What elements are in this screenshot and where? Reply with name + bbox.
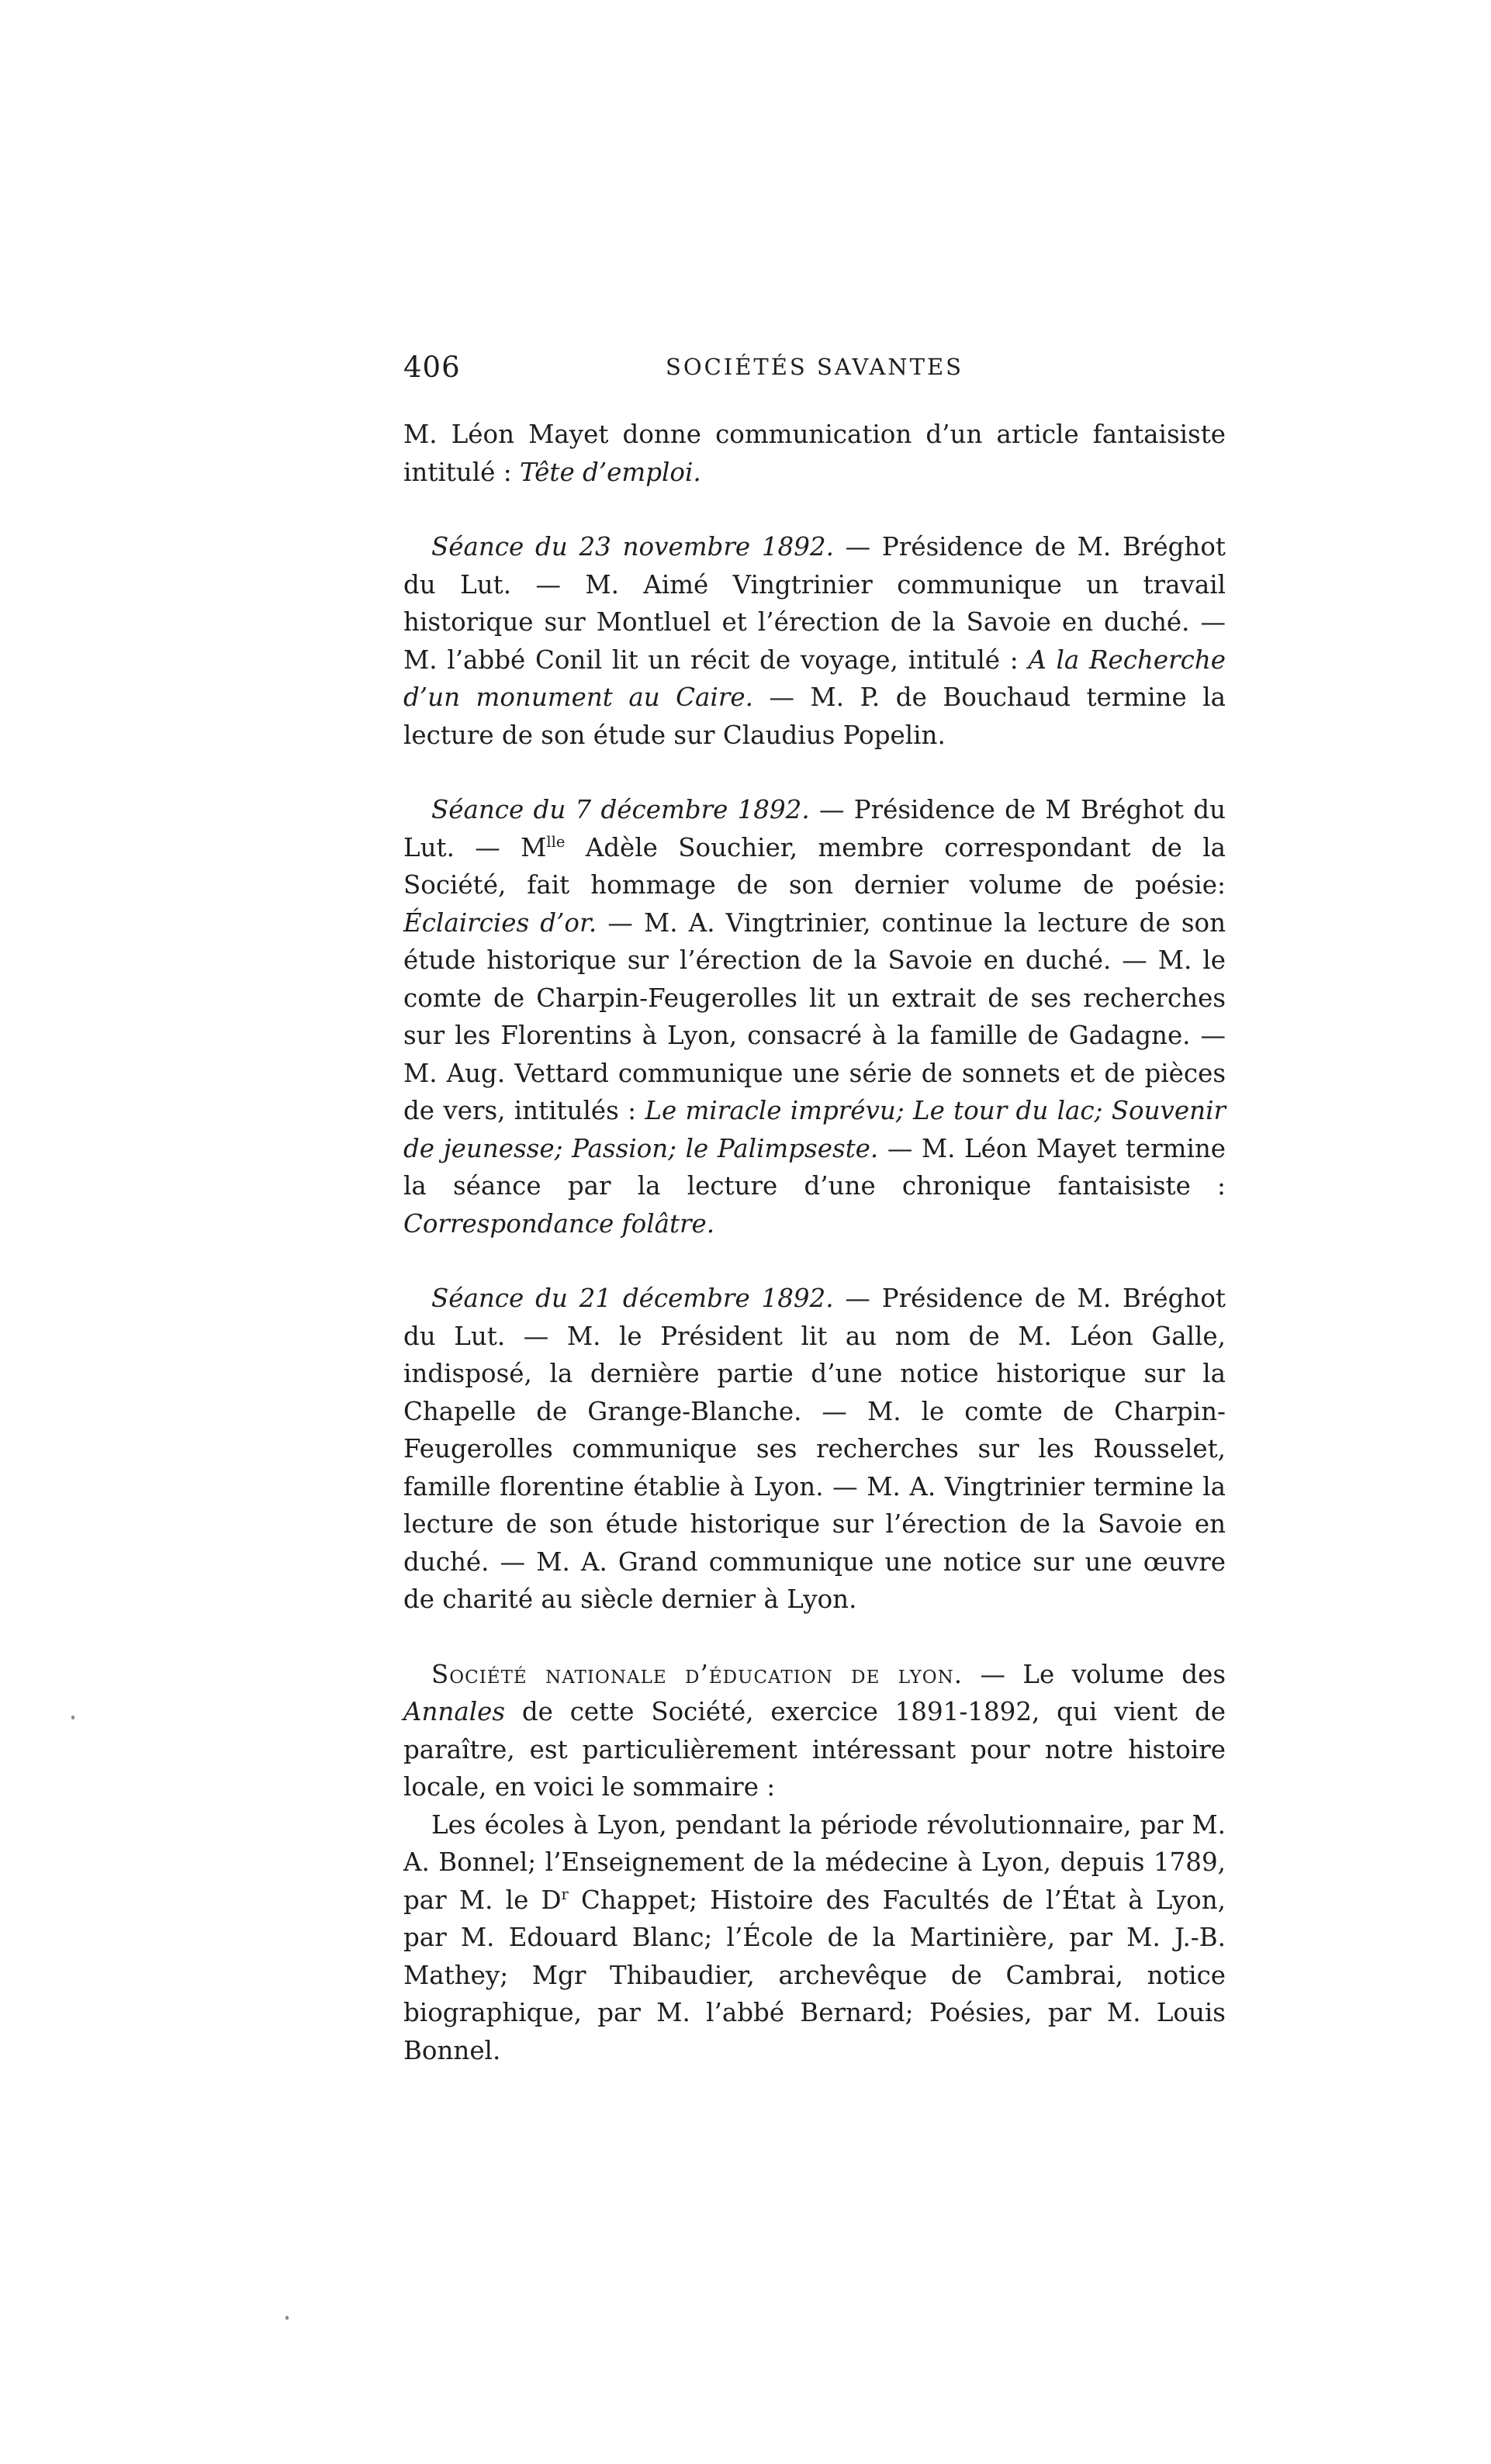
scan-speck: [71, 1716, 74, 1719]
work-title: Tête d’emploi.: [520, 457, 701, 487]
paragraph-text: — Présidence de M. Bréghot du Lut. — M. Aimé Vingtrinier communique un travail historique sur Montluel et l’érection de la Savoie en duché. — M. l’abbé Conil lit un récit de voyage, intitulé :: [403, 532, 1226, 675]
paragraph-sommaire: [403, 1806, 1226, 2070]
work-title: Correspondance folâtre.: [403, 1208, 715, 1239]
paragraph-text: Adèle Souchier, membre correspondant de la Société, fait hommage de son dernier volume de poésie:: [403, 832, 1226, 900]
paragraph-text: Chappet; Histoire des Facultés de l’État à Lyon, par M. Edouard Blanc; l’École de la Martinière, par M. J.-B. Mathey; Mgr Thibaudier, archevêque de Cambrai, notice biographique, par M. l’abbé Bernard; Poésies, par M. Louis Bonnel.: [403, 1885, 1226, 2065]
society-name: Société nationale d’éducation de lyon.: [431, 1659, 963, 1689]
seance-date: Séance du 23 novembre 1892.: [431, 532, 834, 562]
work-title: Éclaircies d’or.: [403, 907, 597, 938]
seance-date: Séance du 21 décembre 1892.: [431, 1284, 834, 1313]
publication-title: Annales: [403, 1697, 506, 1726]
page-number: 406: [403, 351, 461, 384]
paragraph-text: — Présidence de M. Bréghot du Lut. — M. le Président lit au nom de M. Léon Galle, indisposé, la dernière partie d’une notice historique sur la Chapelle de Grange-Blanche. — M. le comte de Charpin-Feugerolles communique ses recherches sur les Rousselet, famille florentine établie à Lyon. — M. A. Vingtrinier termine la lecture de son étude historique sur l’érection de la Savoie en duché. — M. A. Grand communique une notice sur une œuvre de charité au siècle dernier à Lyon.: [403, 1284, 1226, 1614]
paragraph-societe-education: [403, 1656, 1226, 1806]
paragraph-text: — M. P. de Bouchaud termine la lecture de son étude sur Claudius Popelin.: [403, 683, 1226, 750]
paragraph-text: Les écoles à Lyon, pendant la période révolutionnaire, par M. A. Bonnel; l’Enseignement de la médecine à Lyon, depuis 1789, par M. le D: [403, 1809, 1226, 1915]
paragraph-seance-7-decembre: [403, 791, 1226, 1242]
running-title: SOCIÉTÉS SAVANTES: [665, 354, 964, 380]
work-title: Le miracle imprévu; Le tour du lac; Souvenir de jeunesse; Passion; le Palimpseste.: [403, 1096, 1226, 1163]
paragraph-seance-21-decembre: [403, 1280, 1226, 1619]
paragraph-text: — M. Léon Mayet termine la séance par la lecture d’une chronique fantaisiste :: [403, 1133, 1226, 1201]
paragraph-text: — Le volume des: [963, 1659, 1226, 1689]
paragraph-seance-23-novembre: [403, 528, 1226, 754]
superscript: r: [561, 1885, 569, 1903]
seance-date: Séance du 7 décembre 1892.: [431, 795, 810, 824]
paragraph-text: M. Léon Mayet donne communication d’un article fantaisiste intitulé :: [403, 420, 1226, 487]
paragraph-text: — M. A. Vingtrinier, continue la lecture de son étude historique sur l’érection de la Savoie en duché. — M. le comte de Charpin-Feugerolles lit un extrait de ses recherches sur les Florentins à Lyon, consacré à la famille de Gadagne. — M. Aug. Vettard communique une série de sonnets et de pièces de vers, intitulés :: [403, 907, 1226, 1125]
page-header: [403, 351, 1226, 397]
paragraph-text: — Présidence de M Bréghot du Lut. — M: [403, 795, 1226, 862]
scan-speck: [285, 2316, 289, 2320]
work-title: A la Recherche d’un monument au Caire.: [403, 645, 1226, 712]
body-text: [403, 416, 1226, 2069]
superscript: lle: [546, 832, 566, 851]
paragraph-mayet-article: [403, 416, 1226, 491]
paragraph-text: de cette Société, exercice 1891-1892, qui vient de paraître, est particulièrement intéressant pour notre histoire locale, en voici le sommaire :: [403, 1697, 1226, 1802]
